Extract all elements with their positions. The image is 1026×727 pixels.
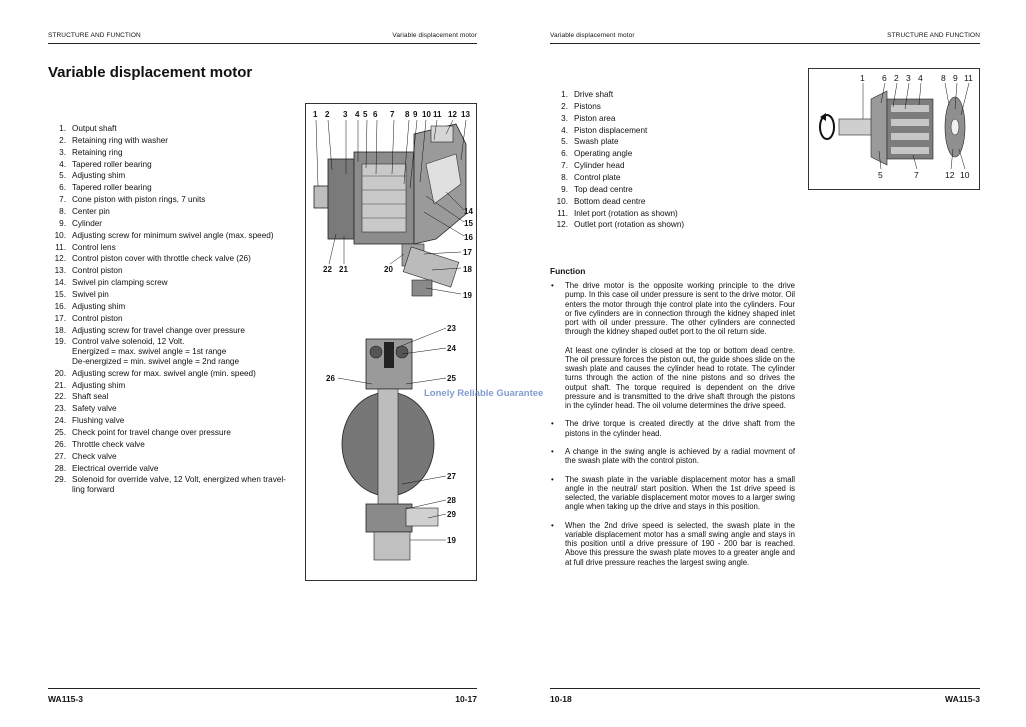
left-part-item — [48, 207, 300, 217]
upper-right-callouts — [463, 207, 473, 300]
callout-23: 23 — [447, 324, 456, 333]
function-bullet — [551, 447, 795, 466]
principle-top-callouts — [860, 73, 973, 83]
left-part-item — [48, 183, 300, 193]
right-part-item — [550, 149, 750, 159]
part-description: Cylinder — [72, 218, 103, 228]
callout-19: 19 — [463, 291, 472, 300]
left-part-item — [48, 266, 300, 276]
part-number: 10. — [54, 230, 66, 240]
left-part-item — [48, 302, 300, 312]
solenoid-shape — [412, 280, 432, 296]
part-description: Adjusting shim — [72, 301, 126, 311]
callout-7: 7 — [914, 170, 919, 180]
left-part-item — [48, 369, 300, 379]
part-number: 14. — [54, 278, 66, 288]
callout-28: 28 — [447, 496, 456, 505]
part-number: 2. — [59, 135, 66, 145]
left-part-item — [48, 243, 300, 253]
callout-8: 8 — [405, 110, 410, 119]
right-parts-list — [550, 90, 750, 232]
part-description: Control plate — [574, 173, 621, 183]
callout-9: 9 — [953, 73, 958, 83]
left-part-item — [48, 314, 300, 324]
left-part-item — [48, 148, 300, 158]
callout-3: 3 — [343, 110, 348, 119]
callout-22: 22 — [323, 265, 332, 274]
part-description: Top dead centre — [574, 184, 633, 194]
right-part-item — [550, 197, 750, 207]
callout-1: 1 — [860, 73, 865, 83]
left-header-section: STRUCTURE AND FUNCTION — [48, 32, 141, 39]
part-description: Cylinder head — [574, 161, 625, 171]
part-number: 3. — [561, 113, 568, 123]
part-description: Output shaft — [72, 124, 117, 133]
part-description: Swivel pin clamping screw — [72, 278, 168, 288]
part-description: Center pin — [72, 207, 110, 217]
right-header-rule — [550, 43, 980, 44]
valve-lower-assembly — [342, 339, 438, 560]
callout-27: 27 — [447, 472, 456, 481]
left-part-item — [48, 124, 300, 134]
part-number: 29. — [54, 475, 66, 485]
right-part-item — [550, 102, 750, 112]
callout-8: 8 — [941, 73, 946, 83]
motor-sectional-figure — [305, 103, 477, 581]
part-description: Adjusting screw for max. swivel angle (min. speed) — [72, 368, 256, 378]
part-number: 20. — [54, 368, 66, 378]
callout-10: 10 — [960, 170, 970, 180]
bullet-marker: • — [551, 474, 554, 484]
right-part-item — [550, 137, 750, 147]
part-number: 8. — [59, 207, 66, 217]
part-number: 6. — [59, 183, 66, 193]
part-number: 21. — [54, 380, 66, 390]
part-number: 9. — [561, 184, 568, 194]
right-header-topic: Variable displacement motor — [550, 32, 635, 39]
part-description: Adjusting shim — [72, 380, 126, 390]
bullet-paragraph: The drive torque is created directly at the drive shaft from the pistons in the cylinder head. — [565, 419, 795, 438]
right-footer-rule — [550, 688, 980, 689]
left-part-item — [48, 475, 300, 494]
bullet-paragraph: The drive motor is the opposite working principle to the drive pump. In this case oil under pressure is sent to the drive motor. Oil enters the motor through thje control plate into the cylinders. Four or five cylinders are in connection through the kidney shaped inlet port with oil under pressure. The other cylinders are connected through the kidney shaped outlet port to the oil return side. — [565, 281, 795, 337]
override-solenoid-shape — [374, 532, 410, 560]
part-description: Inlet port (rotation as shown) — [574, 208, 678, 218]
callout-5: 5 — [878, 170, 883, 180]
part-number: 19. — [54, 337, 66, 347]
part-description: Adjusting shim — [72, 171, 126, 181]
bearing-housing-shape — [328, 159, 354, 239]
part-description: Flushing valve — [72, 416, 125, 426]
left-part-item — [48, 392, 300, 402]
part-number: 1. — [561, 90, 568, 99]
part-description: Retaining ring — [72, 147, 123, 157]
function-bullet-list — [551, 281, 795, 576]
part-number: 11. — [55, 242, 66, 252]
part-number: 12. — [54, 254, 66, 264]
left-part-item — [48, 136, 300, 146]
left-part-item — [48, 428, 300, 438]
function-bullet — [551, 281, 795, 410]
part-number: 17. — [54, 313, 66, 323]
right-part-item — [550, 173, 750, 183]
part-description: Control piston — [72, 266, 123, 276]
callout-21: 21 — [339, 265, 348, 274]
part-number: 23. — [54, 404, 66, 414]
left-header-rule — [48, 43, 477, 44]
part-description: Cone piston with piston rings, 7 units — [72, 195, 206, 205]
page-title: Variable displacement motor — [48, 64, 253, 81]
part-number: 16. — [54, 301, 66, 311]
part-number: 4. — [561, 125, 568, 135]
callout-18: 18 — [463, 265, 472, 274]
part-description: Swivel pin — [72, 290, 109, 300]
part-number: 26. — [54, 439, 66, 449]
left-part-item — [48, 160, 300, 170]
left-part-item — [48, 440, 300, 450]
callout-12: 12 — [945, 170, 955, 180]
left-part-item — [48, 404, 300, 414]
part-description: Tapered roller bearing — [72, 159, 152, 169]
left-parts-list — [48, 124, 300, 497]
right-header-section: STRUCTURE AND FUNCTION — [887, 32, 980, 39]
part-description: Bottom dead centre — [574, 196, 646, 206]
callout-1: 1 — [313, 110, 318, 119]
part-description: Piston displacement — [574, 125, 648, 135]
callout-4: 4 — [355, 110, 360, 119]
callout-3: 3 — [906, 73, 911, 83]
right-part-item — [550, 185, 750, 195]
upper-top-callouts — [313, 110, 470, 119]
part-number: 8. — [561, 173, 568, 183]
left-part-item — [48, 219, 300, 229]
part-number: 18. — [54, 325, 66, 335]
principle-drawing — [809, 69, 979, 189]
right-part-item — [550, 220, 750, 230]
right-footer-model: WA115-3 — [945, 694, 980, 704]
callout-7: 7 — [390, 110, 395, 119]
bullet-marker: • — [551, 520, 554, 530]
watermark-text: Lonely Reliable Guarantee — [424, 388, 544, 399]
part-number: 4. — [59, 159, 66, 169]
part-number: 7. — [561, 161, 568, 171]
part-description: Retaining ring with washer — [72, 135, 169, 145]
part-description: Tapered roller bearing — [72, 183, 152, 193]
upper-bottom-callouts — [323, 265, 393, 274]
callout-17: 17 — [463, 248, 472, 257]
left-part-item — [48, 452, 300, 462]
callout-9: 9 — [413, 110, 418, 119]
left-part-item — [48, 195, 300, 205]
callout-6: 6 — [882, 73, 887, 83]
swash-plate-shape — [871, 91, 887, 165]
left-footer-rule — [48, 688, 477, 689]
part-description: Piston area — [574, 113, 616, 123]
callout-13: 13 — [461, 110, 470, 119]
part-description: Control piston — [72, 313, 123, 323]
part-number: 25. — [54, 427, 66, 437]
part-description: Outlet port (rotation as shown) — [574, 220, 685, 230]
part-description: Check valve — [72, 451, 117, 461]
part-number: 13. — [54, 266, 66, 276]
part-number: 22. — [54, 392, 66, 402]
part-description: Control piston cover with throttle check valve (26) — [72, 254, 251, 264]
part-number: 10. — [556, 196, 568, 206]
callout-4: 4 — [918, 73, 923, 83]
part-number: 12. — [556, 220, 568, 230]
left-part-item — [48, 231, 300, 241]
callout-19: 19 — [447, 536, 456, 545]
callout-11: 11 — [964, 73, 973, 83]
left-part-item — [48, 416, 300, 426]
right-part-item — [550, 126, 750, 136]
part-description: Operating angle — [574, 149, 633, 159]
function-bullet — [551, 475, 795, 512]
callout-15: 15 — [464, 219, 473, 228]
part-number: 1. — [59, 124, 66, 133]
right-part-item — [550, 90, 750, 100]
callout-16: 16 — [464, 233, 473, 242]
function-bullet — [551, 521, 795, 567]
part-description: Control valve solenoid, 12 Volt. Energized = max. swivel angle = 1st range De-energized = min. swivel angle = 2nd range — [72, 337, 240, 366]
callout-20: 20 — [384, 265, 393, 274]
right-part-item — [550, 114, 750, 124]
left-part-item — [48, 290, 300, 300]
part-description: Drive shaft — [574, 90, 614, 99]
left-part-item — [48, 278, 300, 288]
bullet-paragraph: The swash plate in the variable displacement motor has a small angle in the neutral/ start position. When the 1st drive speed is selected, the variable displacement motor moves to a larger swing angle when taking up the drive and stays in this position. — [565, 474, 795, 512]
part-description: Adjusting screw for travel change over pressure — [72, 325, 245, 335]
left-header-topic: Variable displacement motor — [392, 32, 477, 39]
right-part-item — [550, 209, 750, 219]
part-description: Swash plate — [574, 137, 619, 147]
part-description: Throttle check valve — [72, 439, 145, 449]
part-description: Safety valve — [72, 404, 117, 414]
callout-26: 26 — [326, 374, 335, 383]
part-description: Control lens — [72, 242, 116, 252]
part-description: Check point for travel change over pressure — [72, 427, 231, 437]
part-description: Electrical override valve — [72, 463, 159, 473]
part-number: 2. — [561, 101, 568, 111]
left-footer-page-number: 10-17 — [455, 694, 477, 704]
function-heading: Function — [550, 266, 586, 276]
part-number: 7. — [59, 195, 66, 205]
principle-figure — [808, 68, 980, 190]
part-number: 5. — [59, 171, 66, 181]
right-part-item — [550, 161, 750, 171]
part-number: 3. — [59, 147, 66, 157]
bullet-marker: • — [551, 446, 554, 456]
part-number: 24. — [54, 416, 66, 426]
part-number: 28. — [54, 463, 66, 473]
callout-10: 10 — [422, 110, 431, 119]
left-part-item — [48, 464, 300, 474]
bullet-paragraph: At least one cylinder is closed at the top or bottom dead centre. The oil pressure forces the piston out, the guide shoes slide on the swash plate and causes the cylinder head to rotate. The cylinder turns through the action of the nine pistons and so drives the output shaft. The torque required is dependent on the drive pressure and is transmitted to the drive shaft through the pistons in the cylinder head. The oil volume determines the drive speed. — [565, 345, 795, 411]
bullet-marker: • — [551, 419, 554, 429]
left-part-item — [48, 171, 300, 181]
part-number: 5. — [561, 137, 568, 147]
callout-5: 5 — [363, 110, 368, 119]
output-shaft-shape — [314, 186, 328, 208]
callout-12: 12 — [448, 110, 457, 119]
part-description: Solenoid for override valve, 12 Volt, energized when travel- ling forward — [72, 475, 286, 495]
rotation-arrow-icon — [820, 113, 834, 139]
callout-14: 14 — [464, 207, 473, 216]
callout-11: 11 — [433, 110, 442, 119]
motor-sectional-drawing — [306, 104, 476, 580]
part-number: 6. — [561, 149, 568, 159]
part-description: Pistons — [574, 101, 601, 111]
function-bullet — [551, 419, 795, 438]
principle-bottom-callouts — [878, 170, 970, 180]
left-part-item — [48, 381, 300, 391]
part-number: 15. — [54, 290, 66, 300]
bullet-paragraph: A change in the swing angle is achieved by a radial movment of the swash plate with the control piston. — [565, 446, 795, 466]
part-number: 11. — [557, 208, 568, 218]
callout-29: 29 — [447, 510, 456, 519]
callout-6: 6 — [373, 110, 378, 119]
callout-2: 2 — [325, 110, 330, 119]
part-number: 9. — [59, 218, 66, 228]
part-description: Shaft seal — [72, 392, 109, 402]
left-part-item — [48, 326, 300, 336]
callout-25: 25 — [447, 374, 456, 383]
part-description: Adjusting screw for minimum swivel angle (max. speed) — [72, 230, 274, 240]
left-part-item — [48, 254, 300, 264]
part-number: 27. — [54, 451, 66, 461]
callout-24: 24 — [447, 344, 456, 353]
left-footer-model: WA115-3 — [48, 694, 83, 704]
cylinder-shape — [362, 164, 406, 232]
right-footer-page-number: 10-18 — [550, 694, 572, 704]
bullet-marker: • — [551, 281, 554, 290]
callout-2: 2 — [894, 73, 899, 83]
bullet-paragraph: When the 2nd drive speed is selected, the swash plate in the variable displacement motor has a small swing angle and stays in this position until a drive pressure of 190 - 200 bar is reached. Above this pressure the swash plate moves to a greater angle and at full drive pressure reaches the largest swing angle. — [565, 520, 795, 567]
left-part-item — [48, 337, 300, 366]
